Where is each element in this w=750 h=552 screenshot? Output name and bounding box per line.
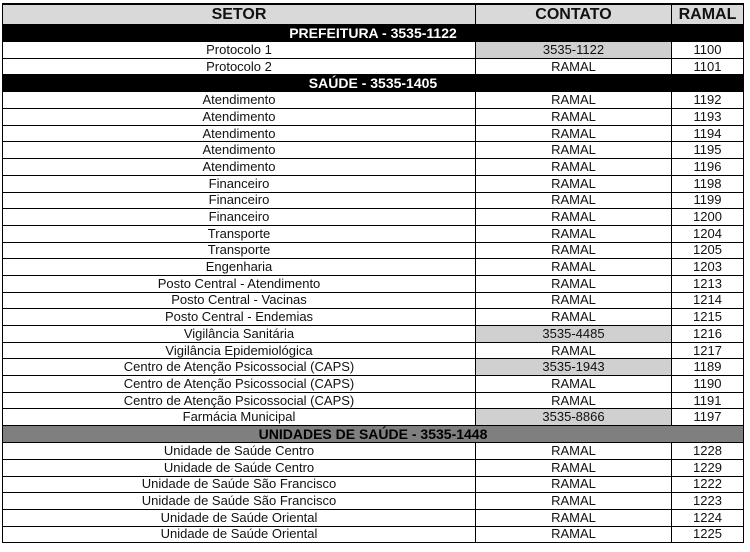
cell-contato: RAMAL: [476, 342, 672, 359]
cell-ramal: 1191: [672, 392, 744, 409]
cell-setor: Vigilância Sanitária: [3, 326, 476, 343]
cell-setor: Unidade de Saúde Oriental: [3, 526, 476, 543]
cell-contato: RAMAL: [476, 275, 672, 292]
cell-ramal: 1228: [672, 443, 744, 460]
cell-ramal: 1189: [672, 359, 744, 376]
cell-contato: RAMAL: [476, 175, 672, 192]
cell-setor: Farmácia Municipal: [3, 409, 476, 426]
cell-contato: RAMAL: [476, 493, 672, 510]
cell-setor: Centro de Atenção Psicossocial (CAPS): [3, 376, 476, 393]
section-title: PREFEITURA - 3535-1122: [3, 25, 744, 42]
table-row: [3, 309, 744, 326]
cell-ramal: 1192: [672, 92, 744, 109]
cell-ramal: 1100: [672, 42, 744, 59]
cell-contato: RAMAL: [476, 142, 672, 159]
cell-contato: RAMAL: [476, 242, 672, 259]
cell-setor: Transporte: [3, 225, 476, 242]
cell-ramal: 1200: [672, 209, 744, 226]
table-row: [3, 92, 744, 109]
table-row: [3, 175, 744, 192]
cell-ramal: 1215: [672, 309, 744, 326]
table-row: [3, 259, 744, 276]
table-row: [3, 42, 744, 59]
section-row: [3, 75, 744, 92]
table-row: [3, 493, 744, 510]
cell-setor: Atendimento: [3, 109, 476, 126]
cell-setor: Vigilância Epidemiológica: [3, 342, 476, 359]
table-row: [3, 443, 744, 460]
cell-setor: Financeiro: [3, 175, 476, 192]
cell-setor: Posto Central - Vacinas: [3, 292, 476, 309]
cell-setor: Atendimento: [3, 92, 476, 109]
cell-contato: RAMAL: [476, 443, 672, 460]
cell-ramal: 1216: [672, 326, 744, 343]
cell-ramal: 1195: [672, 142, 744, 159]
table-row: [3, 526, 744, 543]
cell-contato: 3535-8866: [476, 409, 672, 426]
table-row: [3, 459, 744, 476]
cell-ramal: 1204: [672, 225, 744, 242]
cell-ramal: 1205: [672, 242, 744, 259]
cell-ramal: 1193: [672, 109, 744, 126]
cell-contato: 3535-1122: [476, 42, 672, 59]
cell-ramal: 1222: [672, 476, 744, 493]
cell-setor: Protocolo 2: [3, 58, 476, 75]
cell-setor: Atendimento: [3, 142, 476, 159]
cell-ramal: 1198: [672, 175, 744, 192]
table-body: [3, 25, 744, 543]
table-row: [3, 109, 744, 126]
cell-setor: Unidade de Saúde São Francisco: [3, 493, 476, 510]
cell-contato: RAMAL: [476, 159, 672, 176]
section-title: SAÚDE - 3535-1405: [3, 75, 744, 92]
cell-setor: Centro de Atenção Psicossocial (CAPS): [3, 392, 476, 409]
section-title: UNIDADES DE SAÚDE - 3535-1448: [3, 426, 744, 443]
cell-ramal: 1214: [672, 292, 744, 309]
cell-contato: RAMAL: [476, 209, 672, 226]
cell-ramal: 1225: [672, 526, 744, 543]
cell-contato: RAMAL: [476, 376, 672, 393]
cell-setor: Posto Central - Atendimento: [3, 275, 476, 292]
table-row: [3, 292, 744, 309]
cell-setor: Transporte: [3, 242, 476, 259]
table-row: [3, 376, 744, 393]
cell-ramal: 1213: [672, 275, 744, 292]
cell-contato: 3535-4485: [476, 326, 672, 343]
table-row: [3, 392, 744, 409]
cell-ramal: 1101: [672, 58, 744, 75]
table-row: [3, 326, 744, 343]
cell-contato: RAMAL: [476, 125, 672, 142]
cell-contato: RAMAL: [476, 58, 672, 75]
cell-contato: RAMAL: [476, 509, 672, 526]
table-row: [3, 409, 744, 426]
cell-ramal: 1203: [672, 259, 744, 276]
cell-contato: RAMAL: [476, 109, 672, 126]
cell-ramal: 1194: [672, 125, 744, 142]
cell-contato: RAMAL: [476, 92, 672, 109]
cell-setor: Unidade de Saúde Centro: [3, 443, 476, 460]
cell-ramal: 1224: [672, 509, 744, 526]
table-row: [3, 359, 744, 376]
cell-setor: Engenharia: [3, 259, 476, 276]
header-setor: SETOR: [3, 4, 476, 25]
cell-ramal: 1190: [672, 376, 744, 393]
cell-setor: Atendimento: [3, 125, 476, 142]
section-row: [3, 426, 744, 443]
cell-contato: RAMAL: [476, 476, 672, 493]
cell-contato: RAMAL: [476, 192, 672, 209]
cell-setor: Centro de Atenção Psicossocial (CAPS): [3, 359, 476, 376]
cell-setor: Protocolo 1: [3, 42, 476, 59]
table-row: [3, 192, 744, 209]
table-row: [3, 125, 744, 142]
cell-contato: RAMAL: [476, 309, 672, 326]
section-row: [3, 25, 744, 42]
cell-ramal: 1196: [672, 159, 744, 176]
cell-ramal: 1223: [672, 493, 744, 510]
table-row: [3, 509, 744, 526]
cell-ramal: 1217: [672, 342, 744, 359]
table-row: [3, 142, 744, 159]
table-row: [3, 209, 744, 226]
table-row: [3, 275, 744, 292]
cell-setor: Unidade de Saúde Oriental: [3, 509, 476, 526]
extension-table: [2, 3, 744, 543]
table-row: [3, 342, 744, 359]
cell-ramal: 1229: [672, 459, 744, 476]
table-row: [3, 159, 744, 176]
table-row: [3, 242, 744, 259]
cell-contato: RAMAL: [476, 292, 672, 309]
cell-ramal: 1197: [672, 409, 744, 426]
cell-setor: Financeiro: [3, 209, 476, 226]
header-row: [3, 4, 744, 25]
cell-ramal: 1199: [672, 192, 744, 209]
cell-setor: Atendimento: [3, 159, 476, 176]
cell-contato: RAMAL: [476, 259, 672, 276]
header-ramal: RAMAL: [672, 4, 744, 25]
cell-setor: Unidade de Saúde São Francisco: [3, 476, 476, 493]
cell-setor: Unidade de Saúde Centro: [3, 459, 476, 476]
table-row: [3, 225, 744, 242]
cell-contato: RAMAL: [476, 392, 672, 409]
header-contato: CONTATO: [476, 4, 672, 25]
cell-contato: RAMAL: [476, 526, 672, 543]
cell-setor: Posto Central - Endemias: [3, 309, 476, 326]
table-row: [3, 58, 744, 75]
table-row: [3, 476, 744, 493]
cell-setor: Financeiro: [3, 192, 476, 209]
cell-contato: RAMAL: [476, 225, 672, 242]
cell-contato: 3535-1943: [476, 359, 672, 376]
cell-contato: RAMAL: [476, 459, 672, 476]
